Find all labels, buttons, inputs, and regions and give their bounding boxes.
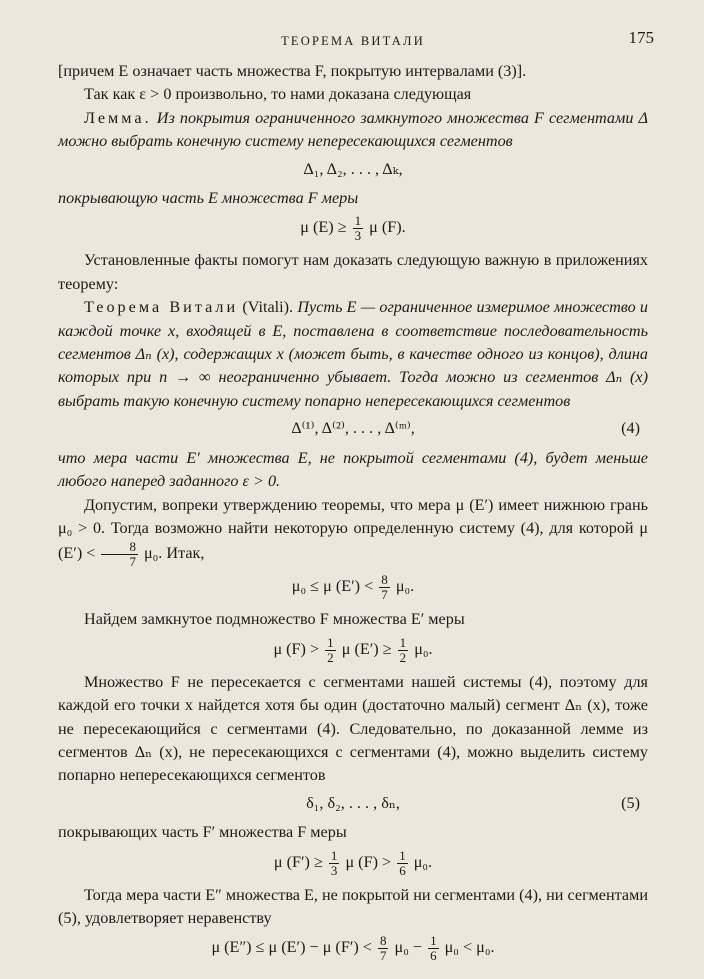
paragraph-conclusion: Тогда мера части E″ множества E, не покрытой ни сегментами (4), ни сегментами (5), удовлетворяет неравенству <box>58 885 648 927</box>
paragraph-theorem-intro: Установленные факты помогут нам доказать следующую важную в приложениях теорему: <box>58 251 648 293</box>
fraction-eight-sevenths: $\frac{8}{7}$ <box>101 540 138 569</box>
formula-text: μ₀ < μ₀. <box>444 938 495 957</box>
fraction-eight-sevenths: $\frac{8}{7}$ <box>379 933 387 964</box>
formula-text: μ (F) > <box>273 639 320 658</box>
text-span: μ₀. Итак, <box>143 544 205 563</box>
formula-text: μ (E″) ≤ μ (E′) − μ (F′) < <box>211 938 372 957</box>
formula-mu0 <box>58 573 648 602</box>
formula-F-measure <box>58 636 648 665</box>
theorem-name: (Vitali). <box>242 298 294 317</box>
theorem-continuation <box>58 447 648 494</box>
formula-text: μ₀. <box>414 639 433 658</box>
formula-text: δ₁, δ₂, . . . , δₙ, <box>306 793 400 812</box>
text-span: Допустим, вопреки утверждению теоремы, что мера μ (E′) имеет нижнюю грань μ₀ > 0. Тогда возможно найти некоторую определенную систему (4), для которой μ (E′) < <box>58 495 648 563</box>
lemma-label: Лемма. <box>84 108 152 127</box>
page-number: 175 <box>628 28 654 47</box>
fraction-one-third: $\frac{1}{3}$ <box>354 213 362 244</box>
formula-text: μ₀. <box>395 577 415 596</box>
formula-4 <box>58 417 648 440</box>
formula-Fprime-measure <box>58 849 648 878</box>
equation-number-5: (5) <box>621 793 640 812</box>
theorem-cont-text: что мера части E′ множества E, не покрытой сегментами (4), будет меньше любого наперед заданного ε > 0. <box>58 448 648 491</box>
theorem <box>58 296 648 413</box>
running-head <box>58 26 654 52</box>
formula-text: μ₀ − <box>394 938 423 957</box>
formula-text: μ (E) ≥ <box>300 218 347 237</box>
lemma-cont-text: покрывающую часть E множества F меры <box>58 189 359 208</box>
theorem-label: Теорема Витали <box>84 298 239 317</box>
fraction-one-third: $\frac{1}{3}$ <box>330 847 338 878</box>
formula-text: Δ₁, Δ₂, . . . , Δₖ, <box>303 159 403 178</box>
lemma-continuation <box>58 187 648 210</box>
fraction-one-half: $\frac{1}{2}$ <box>399 634 407 665</box>
theorem-text: Пусть E — ограниченное измеримое множество и каждой точке x, входящей в E, поставлена в соответствие последовательность сегментов Δₙ (x), содержащих x (может быть, в качестве одного из концов), длина которых при n → ∞ неограниченно убывает. Тогда можно из сегментов Δₙ (x) выбрать такую конечную систему попарно непересекающихся сегментов <box>58 298 649 410</box>
formula-text: Δ⁽¹⁾, Δ⁽²⁾, . . . , Δ⁽ᵐ⁾, <box>291 419 415 438</box>
paragraph-covering: покрывающих часть F′ множества F меры <box>58 823 347 842</box>
fraction-one-half: $\frac{1}{2}$ <box>327 634 334 665</box>
formula-text: μ (E′) ≥ <box>341 639 392 658</box>
paragraph-proof-start <box>58 494 648 570</box>
formula-lemma-measure <box>58 214 648 243</box>
formula-lemma-segments <box>58 158 648 181</box>
paragraph-F-disjoint: Множество F не пересекается с сегментами нашей системы (4), поэтому для каждой его точки x найдется хотя бы один (достаточно малый) сегмент Δₙ (x), тоже не пересекающийся с сегментами (4). Следовательно, по доказанной лемме из сегментов Δₙ (x), не пересекающихся с сегментами (4), можно выделить систему попарно непересекающихся сегментов <box>58 672 648 785</box>
fraction-one-sixth: $\frac{1}{6}$ <box>430 933 437 964</box>
fraction-one-sixth: $\frac{1}{6}$ <box>399 847 406 878</box>
equation-number-4: (4) <box>621 419 640 438</box>
formula-5 <box>58 792 648 815</box>
fraction-eight-sevenths: $\frac{8}{7}$ <box>381 572 388 603</box>
formula-final-inequality <box>58 934 648 963</box>
formula-text: μ₀. <box>413 852 433 871</box>
lemma <box>58 107 648 154</box>
formula-text: μ (F). <box>369 218 406 237</box>
paragraph-bracket-note: [причем E означает часть множества F, покрытую интервалами (3)]. <box>58 62 527 80</box>
running-title: ТЕОРЕМА ВИТАЛИ <box>281 34 425 48</box>
formula-text: μ (F′) ≥ <box>273 852 323 871</box>
lemma-text: Из покрытия ограниченного замкнутого множества F сегментами Δ можно выбрать конечную систему непересекающихся сегментов <box>58 108 648 151</box>
paragraph-closed-subset: Найдем замкнутое подмножество F множества E′ меры <box>84 610 465 629</box>
formula-text: μ (F) > <box>345 852 392 871</box>
formula-text: μ₀ ≤ μ (E′) < <box>291 577 374 596</box>
paragraph-lemma-intro: Так как ε > 0 произвольно, то нами доказана следующая <box>84 85 472 104</box>
